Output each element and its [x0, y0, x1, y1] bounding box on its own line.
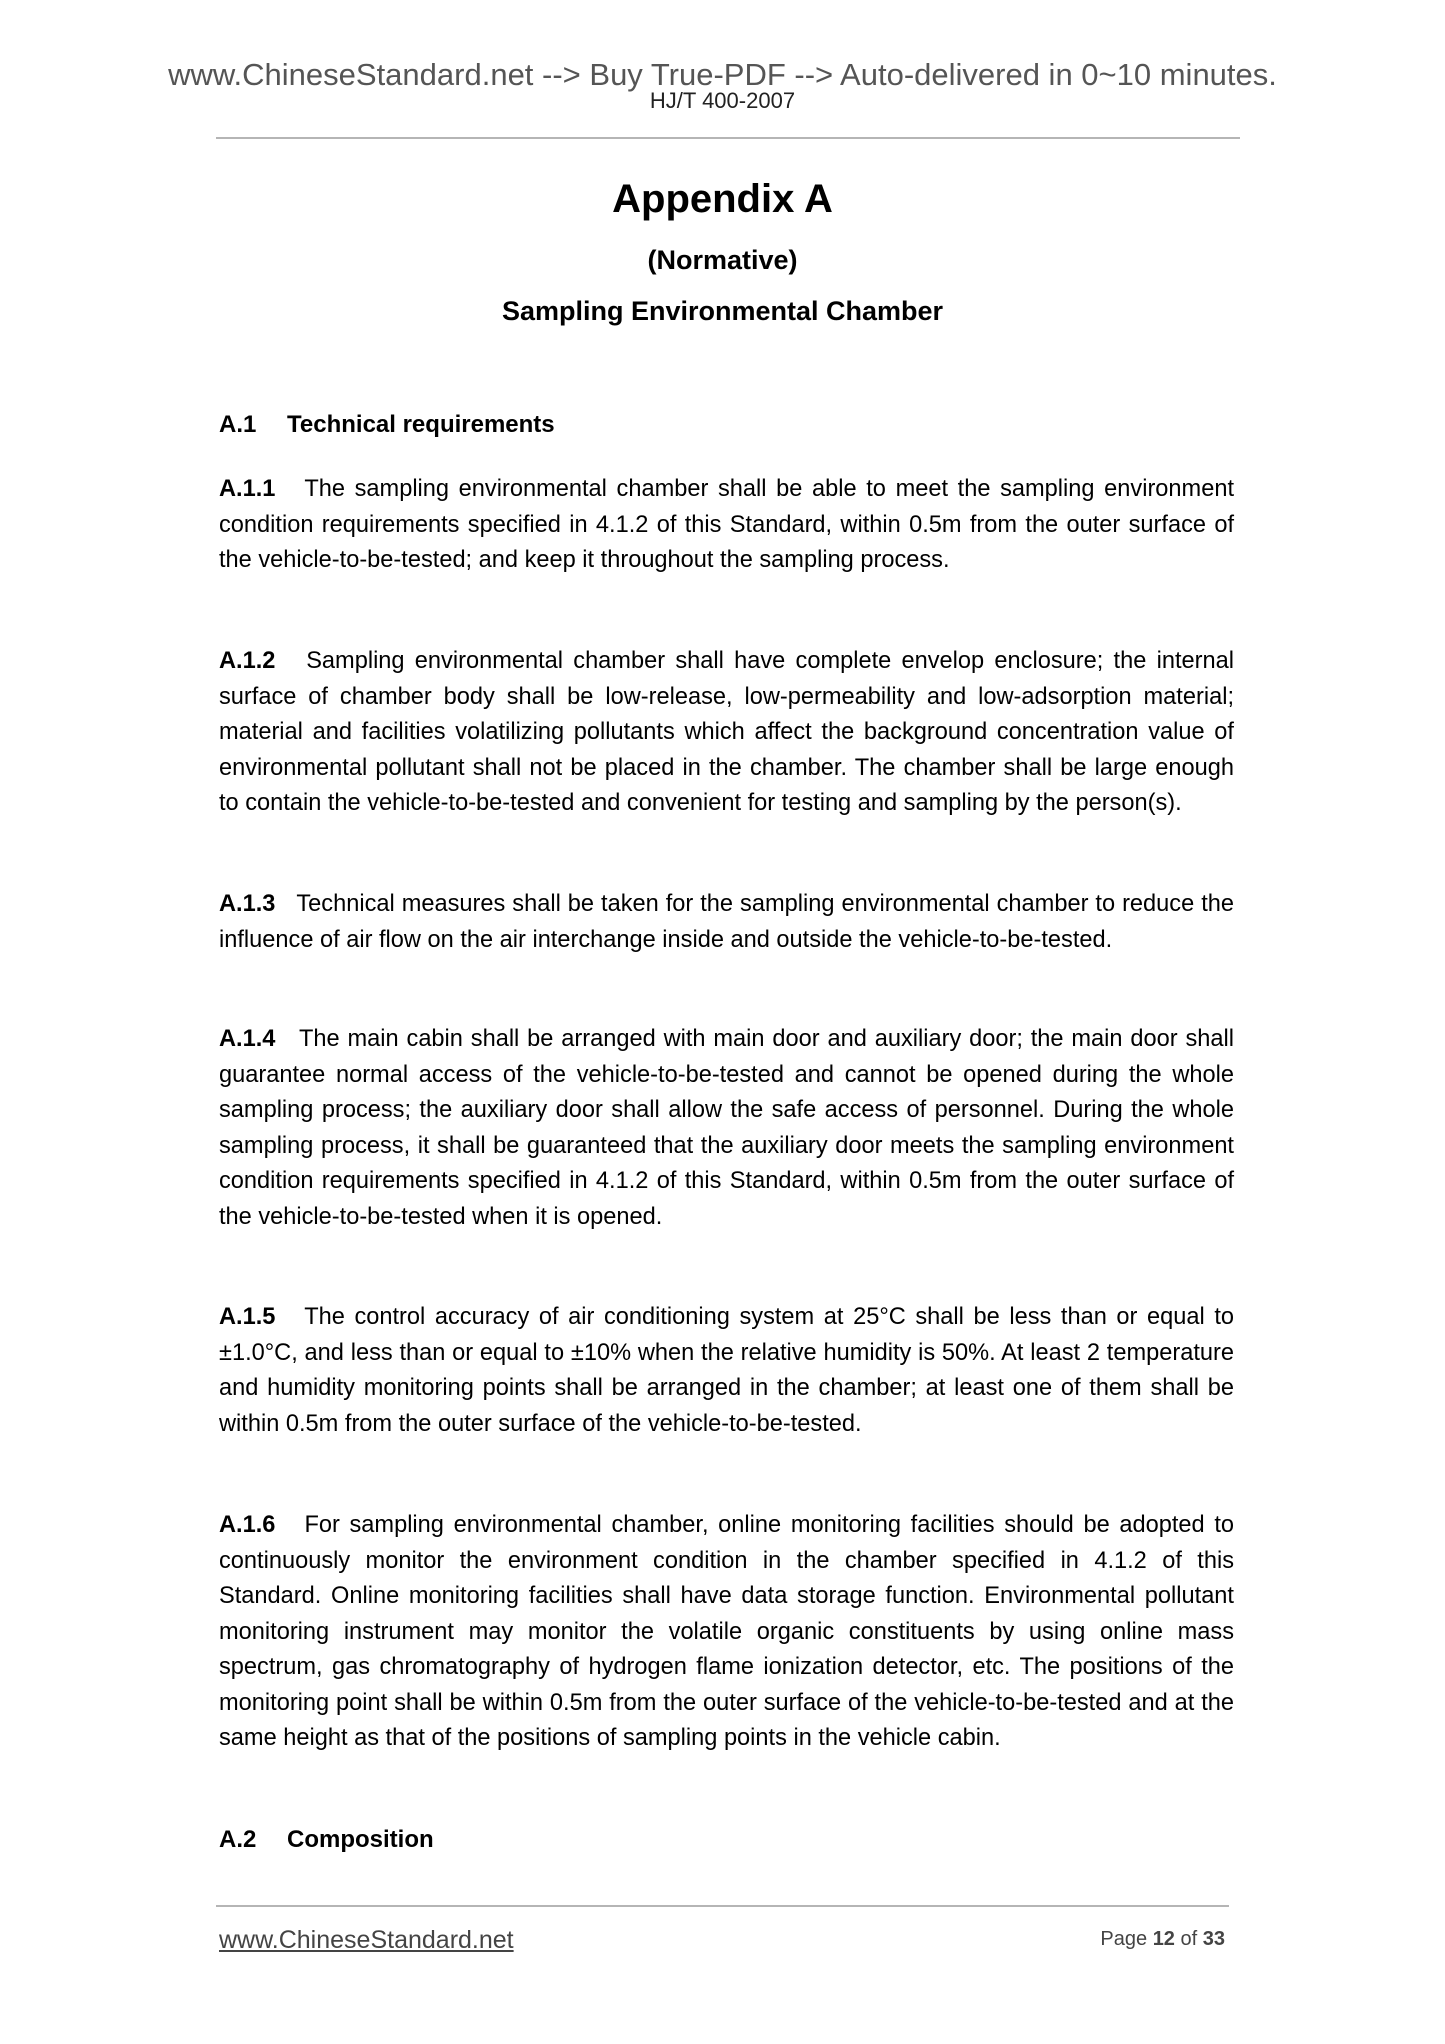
page-indicator	[1085, 1928, 1225, 1951]
section-title: Technical requirements	[287, 411, 555, 438]
clause-number: A.1.5	[219, 1304, 276, 1330]
header-divider	[216, 137, 1240, 139]
clause-a1-6	[219, 1508, 1234, 1757]
document-number: HJ/T 400-2007	[649, 88, 796, 113]
clause-text: The sampling environmental chamber shall be able to meet the sampling environment condition requirements specified in 4.1.2 of this Standard, within 0.5m from the outer surface of the vehicle-to-be-tested; and keep it throughout the sampling process.	[219, 476, 1234, 573]
clause-number: A.1.1	[219, 476, 276, 502]
footer-divider	[216, 1905, 1229, 1907]
clause-a1-1	[219, 472, 1234, 579]
clause-a1-2	[219, 644, 1234, 822]
section-number: A.1	[219, 411, 257, 438]
clause-text: Sampling environmental chamber shall have complete envelop enclosure; the internal surface of chamber body shall be low-release, low-permeability and low-adsorption material; material and facilities volatilizing pollutants which affect the background concentration value of environmental pollutant shall not be placed in the chamber. The chamber shall be large enough to contain the vehicle-to-be-tested and convenient for testing and sampling by the person(s).	[219, 648, 1234, 816]
section-heading-a1	[219, 407, 555, 442]
clause-text: Technical measures shall be taken for the sampling environmental chamber to reduce the influence of air flow on the air interchange inside and outside the vehicle-to-be-tested.	[219, 891, 1234, 953]
clause-a1-4	[219, 1022, 1234, 1235]
header-banner: www.ChineseStandard.net --> Buy True-PDF --> Auto-delivered in 0~10 minutes.	[168, 57, 1277, 92]
page-of: of	[1180, 1928, 1198, 1950]
section-number: A.2	[219, 1826, 257, 1853]
clause-number: A.1.6	[219, 1512, 276, 1538]
clause-number: A.1.2	[219, 648, 276, 674]
clause-a1-3	[219, 887, 1234, 958]
clause-text: The main cabin shall be arranged with main door and auxiliary door; the main door shall guarantee normal access of the vehicle-to-be-tested and cannot be opened during the whole sampling process; the auxiliary door shall allow the safe access of personnel. During the whole sampling process, it shall be guaranteed that the auxiliary door meets the sampling environment condition requirements specified in 4.1.2 of this Standard, within 0.5m from the outer surface of the vehicle-to-be-tested when it is opened.	[219, 1026, 1235, 1230]
appendix-name: Sampling Environmental Chamber	[501, 296, 944, 326]
section-heading-a2	[219, 1822, 434, 1857]
clause-text: The control accuracy of air conditioning system at 25°C shall be less than or equal to ±1.0°C, and less than or equal to ±10% when the relative humidity is 50%. At least 2 temperature and humidity monitoring points shall be arranged in the chamber; at least one of them shall be within 0.5m from the outer surface of the vehicle-to-be-tested.	[219, 1304, 1234, 1437]
clause-text: For sampling environmental chamber, online monitoring facilities should be adopted to continuously monitor the environment condition in the chamber specified in 4.1.2 of this Standard. Online monitoring facilities shall have data storage function. Environmental pollutant monitoring instrument may monitor the volatile organic constituents by using online mass spectrum, gas chromatography of hydrogen flame ionization detector, etc. The positions of the monitoring point shall be within 0.5m from the outer surface of the vehicle-to-be-tested and at the same height as that of the positions of sampling points in the vehicle cabin.	[219, 1512, 1234, 1751]
page-current: 12	[1152, 1928, 1175, 1950]
appendix-title: Appendix A	[612, 177, 833, 221]
footer-website-link[interactable]: www.ChineseStandard.net	[219, 1926, 514, 1954]
page-prefix: Page	[1100, 1928, 1148, 1950]
appendix-type: (Normative)	[647, 245, 798, 275]
section-title: Composition	[287, 1826, 434, 1853]
clause-number: A.1.3	[219, 891, 276, 917]
page-total: 33	[1202, 1928, 1225, 1950]
clause-a1-5	[219, 1300, 1234, 1442]
clause-number: A.1.4	[219, 1026, 276, 1052]
